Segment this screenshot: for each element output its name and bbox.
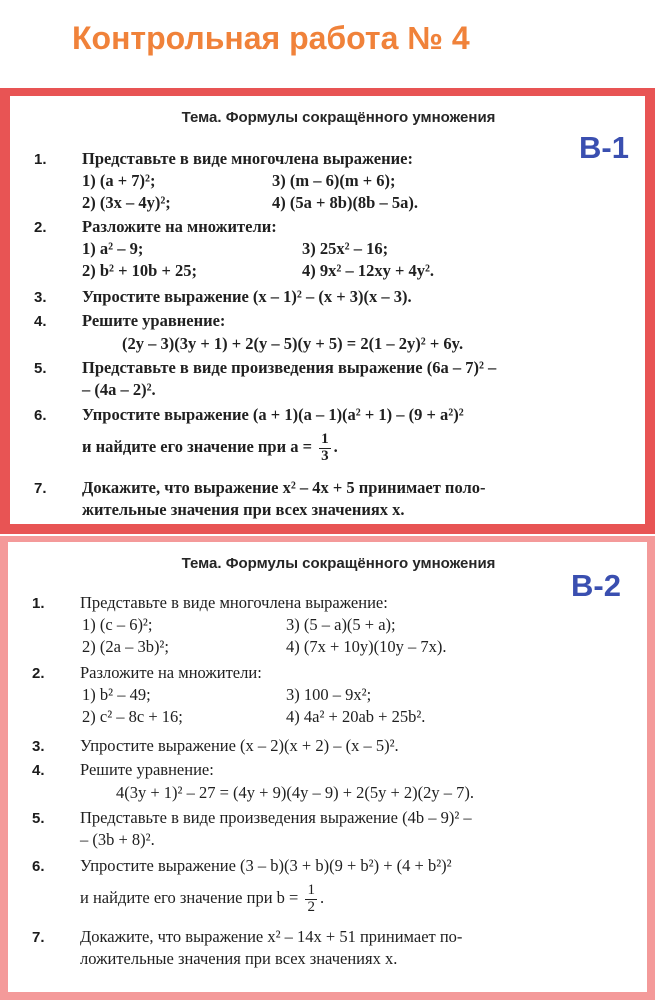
task-2-item-4: 4) 4a² + 20ab + 25b².	[286, 707, 426, 726]
task-5-continuation: – (3b + 8)².	[80, 830, 155, 849]
task-number: 5.	[32, 810, 45, 827]
task-number: 7.	[32, 929, 45, 946]
task-1-item-2: 2) (2a – 3b)²;	[82, 637, 169, 656]
task-7-text: Докажите, что выражение x² – 14x + 51 принимает по-	[80, 927, 463, 946]
task-2-item-3: 3) 100 – 9x²;	[286, 685, 372, 704]
task-5-text: Представьте в виде произведения выражение (4b – 9)² –	[80, 808, 472, 827]
task-1-item-1: 1) (a + 7)²;	[82, 171, 156, 190]
task-6-variable: a =	[290, 437, 312, 457]
task-2-item-3: 3) 25x² – 16;	[302, 239, 389, 258]
task-5-continuation: – (4a – 2)².	[82, 380, 156, 399]
task-4-equation: 4(3y + 1)² – 27 = (4y + 9)(4y – 9) + 2(5y + 2)(2y – 7).	[116, 783, 475, 802]
task-number: 5.	[34, 360, 47, 377]
task-2-text: Разложите на множители:	[82, 217, 277, 236]
task-6-continuation-text: и найдите его значение при	[82, 437, 287, 457]
task-number: 2.	[32, 665, 45, 682]
task-6-continuation-text: и найдите его значение при	[80, 888, 273, 908]
task-5-text: Представьте в виде произведения выражение (6a – 7)² –	[82, 358, 497, 377]
page-title: Контрольная работа № 4	[72, 20, 470, 56]
fraction-denominator: 2	[307, 898, 315, 915]
task-6-variable: b =	[276, 888, 299, 908]
task-number: 3.	[32, 738, 45, 755]
task-2-item-2: 2) c² – 8c + 16;	[82, 707, 183, 726]
task-3-text: Упростите выражение (x – 2)(x + 2) – (x – 5)².	[80, 736, 399, 755]
task-1-item-4: 4) (5a + 8b)(8b – 5a).	[272, 193, 418, 212]
task-1-item-2: 2) (3x – 4y)²;	[82, 193, 171, 212]
variant-1-card	[0, 88, 655, 534]
task-6-tail: .	[319, 888, 325, 908]
task-1-item-1: 1) (c – 6)²;	[82, 615, 153, 634]
task-3-text: Упростите выражение (x – 1)² – (x + 3)(x – 3).	[82, 287, 412, 306]
fraction-numerator: 1	[307, 882, 315, 898]
variant-2-label: В-2	[571, 568, 621, 603]
task-1-text: Представьте в виде многочлена выражение:	[80, 593, 388, 612]
task-6-text: Упростите выражение (a + 1)(a – 1)(a² + 1) – (9 + a²)²	[82, 405, 464, 424]
task-1-item-3: 3) (m – 6)(m + 6);	[272, 171, 396, 190]
variant-1-label: В-1	[579, 130, 629, 165]
task-1-item-4: 4) (7x + 10y)(10y – 7x).	[286, 637, 447, 656]
task-6-text: Упростите выражение (3 – b)(3 + b)(9 + b²) + (4 + b²)²	[80, 856, 452, 875]
task-number: 7.	[34, 480, 47, 497]
task-number: 2.	[34, 219, 47, 236]
task-number: 1.	[34, 151, 47, 168]
task-2-item-2: 2) b² + 10b + 25;	[82, 261, 197, 280]
task-number: 6.	[34, 407, 47, 424]
task-number: 3.	[34, 289, 47, 306]
task-7-continuation: жительные значения при всех значениях x.	[82, 500, 405, 519]
task-2-item-1: 1) a² – 9;	[82, 239, 144, 258]
task-number: 6.	[32, 858, 45, 875]
fraction-numerator: 1	[321, 431, 329, 447]
task-2-item-4: 4) 9x² – 12xy + 4y².	[302, 261, 435, 280]
task-number: 4.	[32, 762, 45, 779]
fraction-denominator: 3	[321, 447, 329, 464]
task-2-text: Разложите на множители:	[80, 663, 262, 682]
variant-1-topic: Тема. Формулы сокращённого умножения	[181, 109, 496, 126]
task-7-continuation: ложительные значения при всех значениях x.	[80, 949, 398, 968]
task-7-text: Докажите, что выражение x² – 4x + 5 принимает поло-	[82, 478, 486, 497]
task-1-item-3: 3) (5 – a)(5 + a);	[286, 615, 396, 634]
task-6-fraction	[319, 432, 331, 465]
task-6-fraction	[305, 883, 317, 916]
task-1-text: Представьте в виде многочлена выражение:	[82, 149, 413, 168]
task-number: 1.	[32, 595, 45, 612]
variant-2-card	[0, 536, 655, 1000]
task-2-item-1: 1) b² – 49;	[82, 685, 151, 704]
task-4-text: Решите уравнение:	[82, 311, 226, 330]
variant-2-topic: Тема. Формулы сокращённого умножения	[181, 555, 496, 572]
task-number: 4.	[34, 313, 47, 330]
task-6-tail: .	[333, 437, 338, 457]
task-4-equation: (2y – 3)(3y + 1) + 2(y – 5)(y + 5) = 2(1 – 2y)² + 6y.	[122, 334, 464, 353]
task-6-continuation	[82, 432, 338, 465]
task-6-continuation	[80, 883, 324, 916]
task-4-text: Решите уравнение:	[80, 760, 214, 779]
